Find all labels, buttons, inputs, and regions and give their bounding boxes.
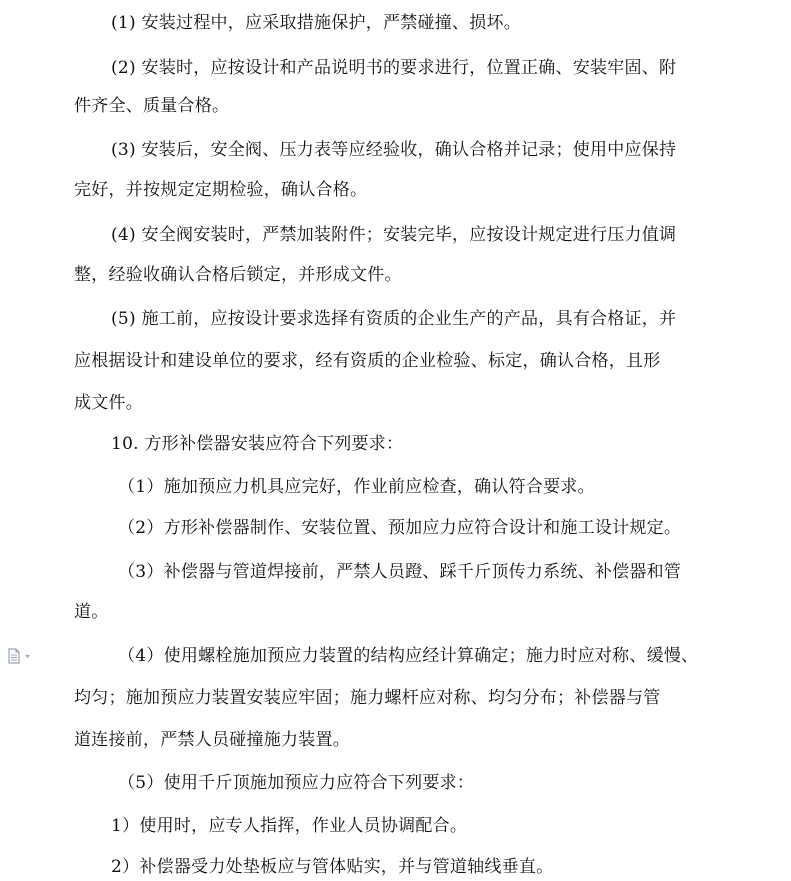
paragraph-line-17: 均匀；施加预应力装置安装应牢固；施力螺杆应对称、均匀分布；补偿器与管 xyxy=(74,688,661,708)
paragraph-line-8: (5) 施工前，应按设计要求选择有资质的企业生产的产品，具有合格证，并 xyxy=(111,309,677,329)
paragraph-line-5: 完好，并按规定定期检验，确认合格。 xyxy=(74,180,368,200)
paragraph-options-button[interactable] xyxy=(7,648,37,664)
paragraph-line-10: 成文件。 xyxy=(74,393,143,413)
paragraph-line-7: 整，经验收确认合格后锁定，并形成文件。 xyxy=(74,265,402,285)
paragraph-line-20: 1）使用时，应专人指挥，作业人员协调配合。 xyxy=(111,816,468,836)
paragraph-line-15: 道。 xyxy=(74,602,109,622)
paragraph-line-3: 件齐全、质量合格。 xyxy=(74,96,230,116)
paragraph-line-18: 道连接前，严禁人员碰撞施力装置。 xyxy=(74,730,350,750)
paragraph-line-13: （2）方形补偿器制作、安装位置、预加应力应符合设计和施工设计规定。 xyxy=(118,518,682,538)
paragraph-line-12: （1）施加预应力机具应完好，作业前应检查，确认符合要求。 xyxy=(118,477,595,497)
paragraph-line-6: (4) 安全阀安装时，严禁加装附件；安装完毕，应按设计规定进行压力值调 xyxy=(111,225,677,245)
paragraph-line-4: (3) 安装后，安全阀、压力表等应经验收，确认合格并记录；使用中应保持 xyxy=(111,140,677,160)
caret-down-icon xyxy=(25,655,30,658)
paragraph-line-21: 2）补偿器受力处垫板应与管体贴实，并与管道轴线垂直。 xyxy=(111,857,554,877)
section-heading: 10. 方形补偿器安装应符合下列要求： xyxy=(111,434,404,454)
paragraph-line-19: （5）使用千斤顶施加预应力应符合下列要求： xyxy=(118,773,475,793)
paragraph-line-1: (1) 安装过程中，应采取措施保护，严禁碰撞、损坏。 xyxy=(111,13,521,33)
paragraph-line-9: 应根据设计和建设单位的要求，经有资质的企业检验、标定，确认合格，且形 xyxy=(74,351,661,371)
paragraph-line-14: （3）补偿器与管道焊接前，严禁人员蹬、踩千斤顶传力系统、补偿器和管 xyxy=(118,562,682,582)
paragraph-line-16: （4）使用螺栓施加预应力装置的结构应经计算确定；施力时应对称、缓慢、 xyxy=(118,646,699,666)
document-icon xyxy=(7,648,37,664)
paragraph-line-2: (2) 安装时，应按设计和产品说明书的要求进行，位置正确、安装牢固、附 xyxy=(111,58,677,78)
